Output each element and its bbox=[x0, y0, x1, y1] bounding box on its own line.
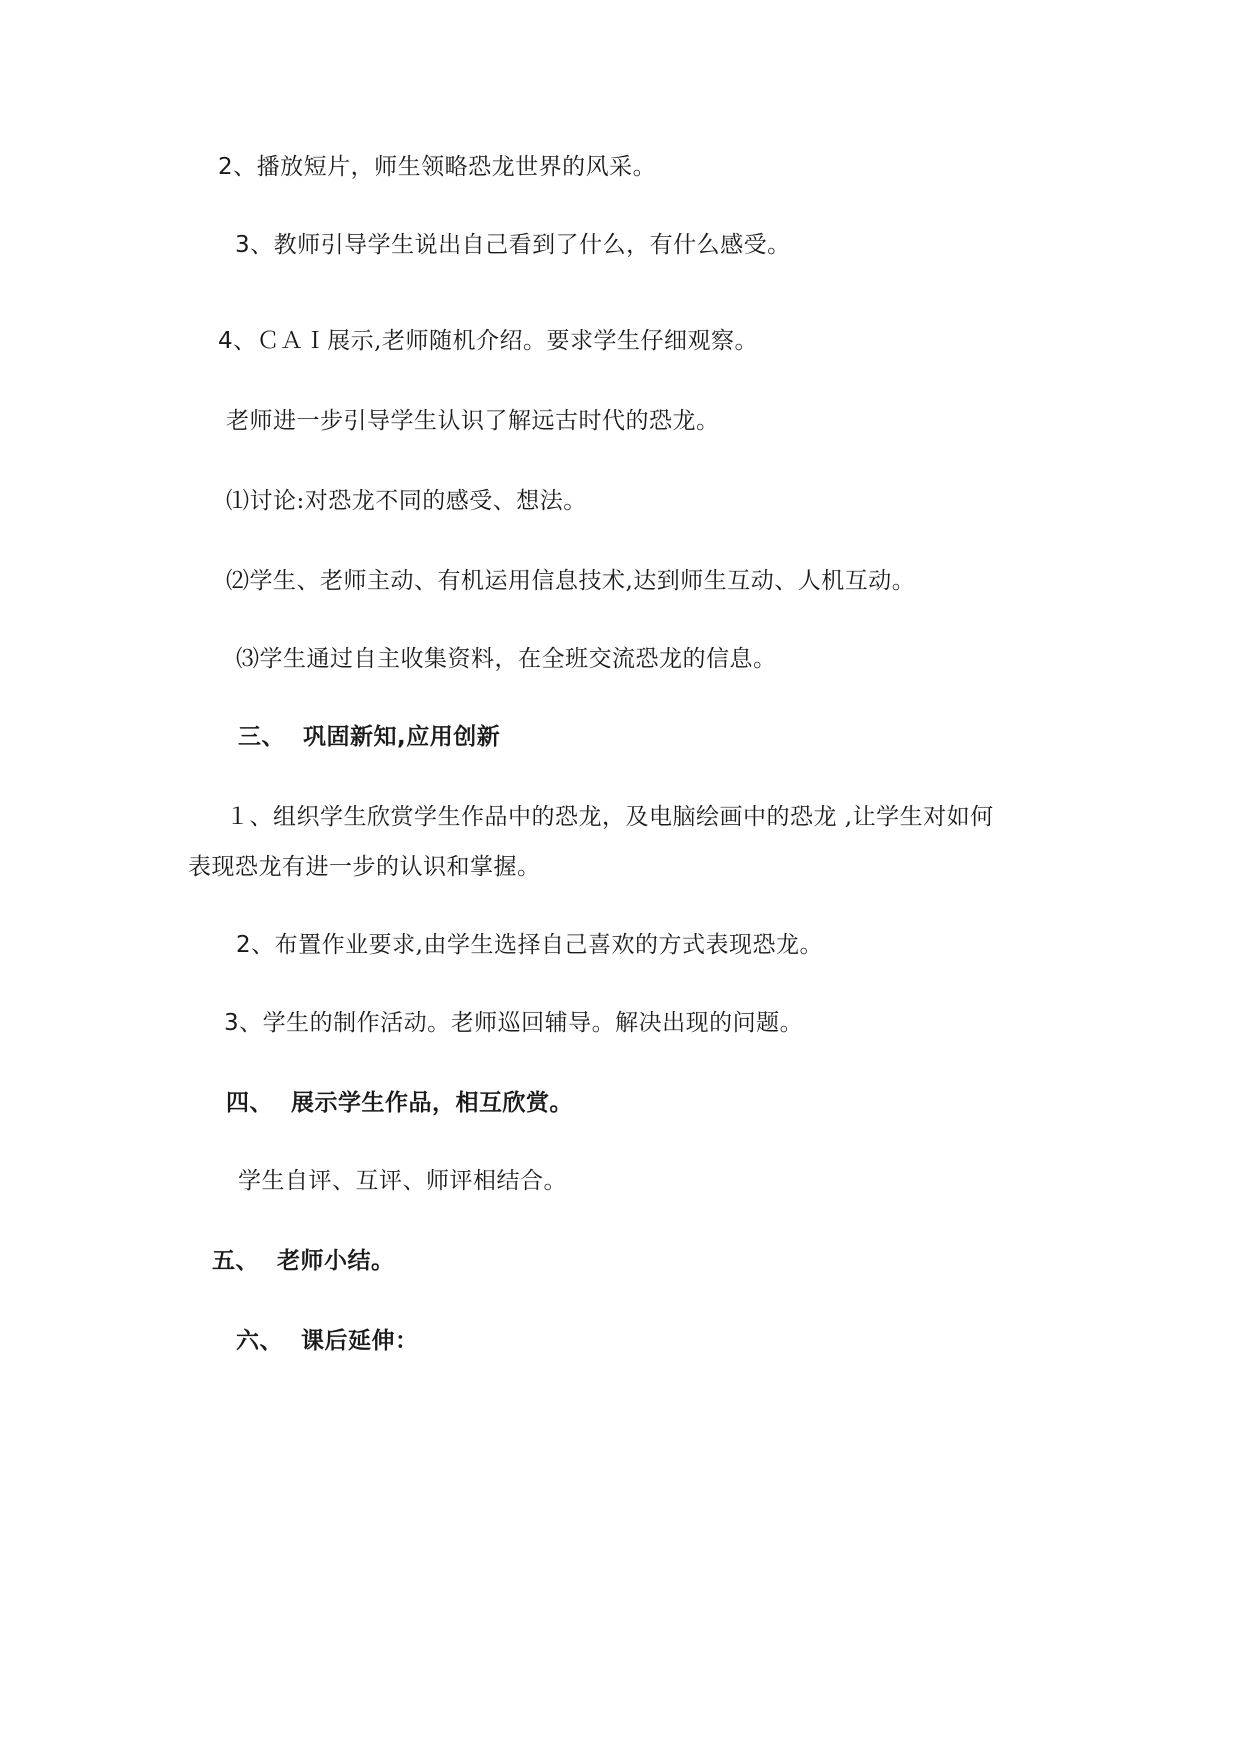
section-label: 五、 bbox=[212, 1248, 259, 1274]
step-text: 、ＣＡＩ展示,老师随机介绍。要求学生仔细观察。 bbox=[233, 328, 758, 354]
step-4-line bbox=[218, 326, 758, 356]
section-title: 老师小结。 bbox=[277, 1248, 395, 1274]
section-heading-3 bbox=[238, 722, 500, 752]
step-number: 2 bbox=[218, 154, 234, 180]
step-number: 4 bbox=[218, 328, 234, 354]
step-text: 、教师引导学生说出自己看到了什么，有什么感受。 bbox=[250, 232, 791, 258]
step-text: 、布置作业要求,由学生选择自己喜欢的方式表现恐龙。 bbox=[251, 932, 823, 958]
section-title: 展示学生作品，相互欣赏。 bbox=[291, 1090, 573, 1116]
section-label: 三、 bbox=[238, 724, 285, 750]
sub-item-2-line: ⑵学生、老师主动、有机运用信息技术,达到师生互动、人机互动。 bbox=[226, 568, 916, 594]
step-number: 2 bbox=[236, 932, 252, 958]
step-text: 、播放短片，师生领略恐龙世界的风采。 bbox=[233, 154, 657, 180]
sub-item-1-line: ⑴讨论:对恐龙不同的感受、想法。 bbox=[226, 488, 587, 514]
paragraph-line: 老师进一步引导学生认识了解远古时代的恐龙。 bbox=[226, 408, 720, 434]
section-heading-6 bbox=[236, 1326, 419, 1356]
step-text: 、学生的制作活动。老师巡回辅导。解决出现的问题。 bbox=[239, 1010, 804, 1036]
section-label: 六、 bbox=[236, 1328, 283, 1354]
step-2-line bbox=[218, 152, 656, 182]
section-title: 课后延伸： bbox=[301, 1328, 419, 1354]
step-number: 3 bbox=[224, 1010, 240, 1036]
step-3-line bbox=[235, 230, 791, 260]
paragraph-line: １、组织学生欣赏学生作品中的恐龙，及电脑绘画中的恐龙 ,让学生对如何 bbox=[226, 804, 994, 830]
step-number: 3 bbox=[235, 232, 251, 258]
step-3-line bbox=[224, 1008, 803, 1038]
sub-item-3-line: ⑶学生通过自主收集资料，在全班交流恐龙的信息。 bbox=[236, 646, 777, 672]
section-heading-4 bbox=[226, 1088, 573, 1118]
step-2-line bbox=[236, 930, 823, 960]
paragraph-line: 学生自评、互评、师评相结合。 bbox=[238, 1168, 567, 1194]
section-label: 四、 bbox=[226, 1090, 273, 1116]
section-heading-5 bbox=[212, 1246, 395, 1276]
section-title: 巩固新知,应用创新 bbox=[303, 724, 501, 750]
paragraph-continuation-line: 表现恐龙有进一步的认识和掌握。 bbox=[188, 854, 541, 880]
